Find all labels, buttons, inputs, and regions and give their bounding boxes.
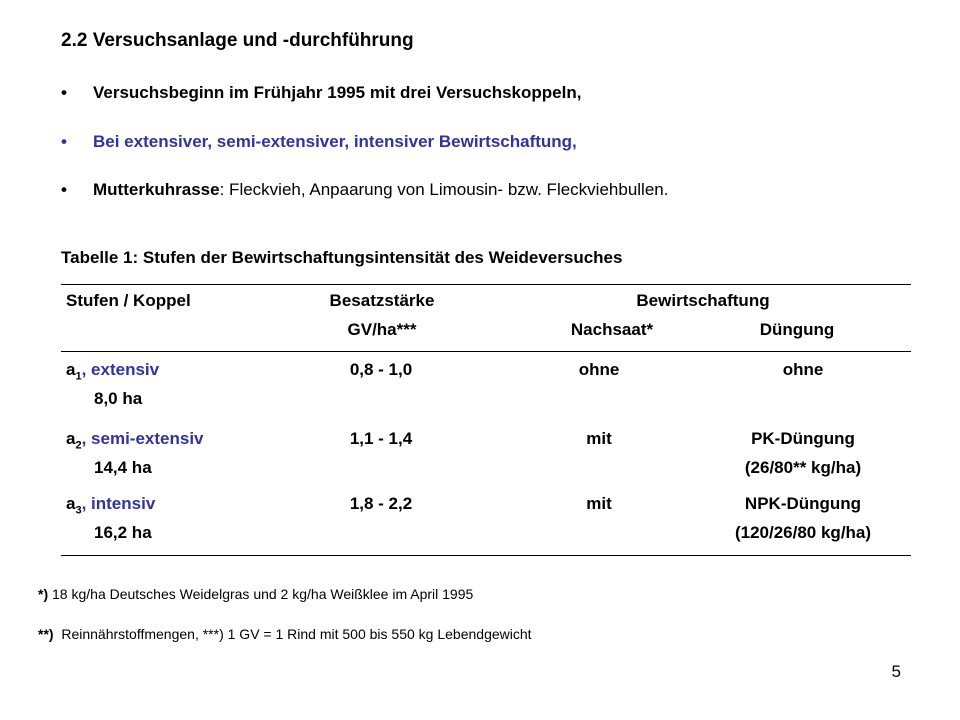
- header-nachsaat: Nachsaat*: [570, 320, 654, 339]
- footnote-mark: **): [38, 626, 54, 642]
- bullet-item-1: [61, 83, 581, 103]
- row-besatz: 0,8 - 1,0: [349, 360, 413, 379]
- table-header-rule: [61, 351, 911, 352]
- bullet-text: Bei extensiver, semi-extensiver, intensiver Bewirtschaftung,: [93, 132, 577, 151]
- row-duengung-amount: (26/80** kg/ha): [744, 458, 862, 477]
- header-stufen: Stufen / Koppel: [66, 291, 191, 310]
- section-heading: 2.2 Versuchsanlage und -durchführung: [61, 30, 414, 51]
- bullet-marker: •: [61, 132, 67, 151]
- header-besatzstaerke: Besatzstärke: [329, 291, 435, 310]
- row-nachsaat: mit: [586, 494, 612, 513]
- page-number: 5: [891, 662, 901, 681]
- row-besatz: 1,8 - 2,2: [349, 494, 413, 513]
- row-duengung: ohne: [782, 360, 824, 379]
- row-duengung: NPK-Düngung: [744, 494, 862, 513]
- row-besatz: 1,1 - 1,4: [349, 429, 413, 448]
- bullet-marker: •: [61, 180, 67, 199]
- bullet-item-3: [61, 180, 668, 200]
- table-bottom-rule: [61, 555, 911, 556]
- row-level: $a_1$, extensiv: [66, 360, 160, 383]
- footnote-2: [38, 626, 532, 642]
- row-nachsaat: mit: [586, 429, 612, 448]
- footnote-text: Reinnährstoffmengen, ***) 1 GV = 1 Rind mit 500 bis 550 kg Lebendgewicht: [53, 626, 532, 642]
- footnote-text: 18 kg/ha Deutsches Weidelgras und 2 kg/ha Weißklee im April 1995: [48, 586, 474, 602]
- footnote-mark: *): [38, 586, 49, 602]
- header-bewirtschaftung: Bewirtschaftung: [636, 291, 770, 310]
- table-top-rule: [61, 284, 911, 285]
- bullet-item-2: [61, 132, 577, 152]
- header-besatz-unit: GV/ha***: [347, 320, 417, 339]
- bullet-marker: •: [61, 83, 67, 102]
- header-duengung: Düngung: [759, 320, 835, 339]
- row-area: 16,2 ha: [94, 523, 152, 542]
- row-level: $a_2$, semi-extensiv: [66, 429, 204, 452]
- row-nachsaat: ohne: [578, 360, 620, 379]
- row-area: 8,0 ha: [94, 389, 143, 408]
- row-duengung-amount: (120/26/80 kg/ha): [734, 523, 872, 542]
- row-area: 14,4 ha: [94, 458, 152, 477]
- row-level: $a_3$, intensiv: [66, 494, 156, 517]
- footnote-1: [38, 586, 473, 602]
- bullet-text: : Fleckvieh, Anpaarung von Limousin- bzw. Fleckviehbullen.: [219, 180, 669, 199]
- bullet-text: Versuchsbeginn im Frühjahr 1995 mit drei Versuchskoppeln,: [93, 83, 582, 102]
- row-duengung: PK-Düngung: [751, 429, 855, 448]
- bullet-term: Mutterkuhrasse: [93, 180, 220, 199]
- table-caption: Tabelle 1: Stufen der Bewirtschaftungsintensität des Weideversuches: [61, 248, 623, 267]
